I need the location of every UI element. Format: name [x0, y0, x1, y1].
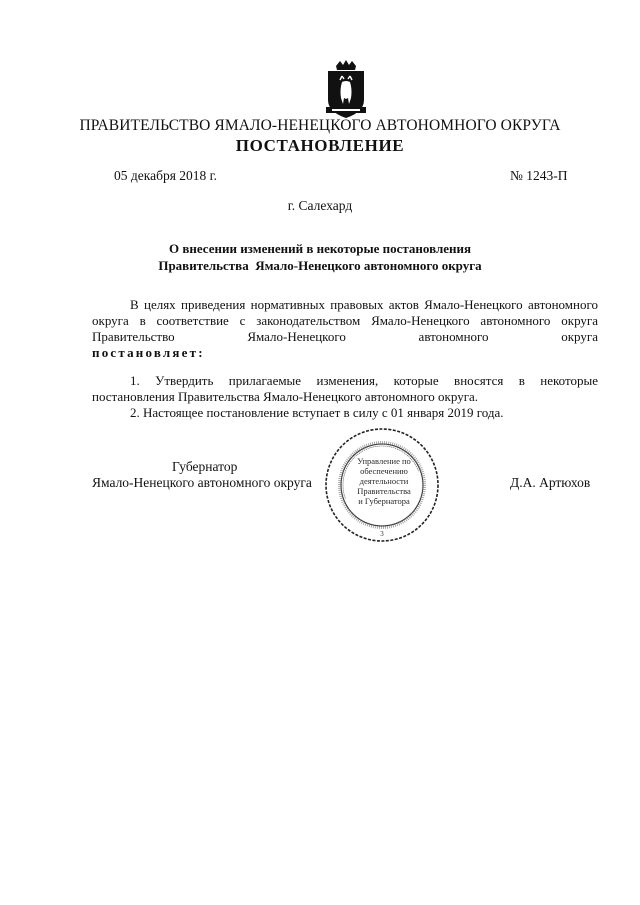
coat-of-arms-icon — [322, 60, 370, 122]
document-date: 05 декабря 2018 г. — [114, 168, 218, 183]
seal-line: Управление по — [357, 456, 411, 466]
seal-line: обеспечению — [360, 466, 408, 476]
seal-line: деятельности — [359, 476, 409, 486]
signatory-title: Губернатор — [172, 459, 238, 474]
official-seal — [323, 426, 441, 544]
decree-items — [92, 373, 598, 421]
subject-line-2: Правительства Ямало-Ненецкого автономного округа — [158, 258, 482, 273]
document-city: г. Салехард — [287, 198, 353, 213]
seal-line: и Губернатора — [358, 496, 410, 506]
document-type-title: ПОСТАНОВЛЕНИЕ — [235, 136, 405, 155]
decree-word: постановляет: — [92, 345, 205, 360]
seal-number: 3 — [380, 530, 384, 538]
document-number: № 1243-П — [510, 168, 568, 183]
preamble-paragraph — [92, 297, 598, 361]
decree-item: 1. Утвердить прилагаемые изменения, которые вносятся в некоторые постановления Правительства Ямало-Ненецкого автономного округа. — [92, 373, 598, 404]
signatory-name: Д.А. Артюхов — [510, 475, 591, 490]
decree-item: 2. Настоящее постановление вступает в силу с 01 января 2019 года. — [130, 405, 504, 420]
signatory-region: Ямало-Ненецкого автономного округа — [92, 475, 312, 490]
organization-name: ПРАВИТЕЛЬСТВО ЯМАЛО-НЕНЕЦКОГО АВТОНОМНОГО ОКРУГА — [79, 117, 561, 134]
preamble-text: В целях приведения нормативных правовых актов Ямало-Ненецкого автономного округа в соответствие с законодательством Ямало-Ненецкого автономного округа Правительство Ямало-Ненецкого автономного округа — [92, 297, 598, 344]
document-subject — [0, 240, 640, 274]
subject-line-1: О внесении изменений в некоторые постановления — [168, 241, 472, 256]
seal-line: Правительства — [357, 486, 411, 496]
